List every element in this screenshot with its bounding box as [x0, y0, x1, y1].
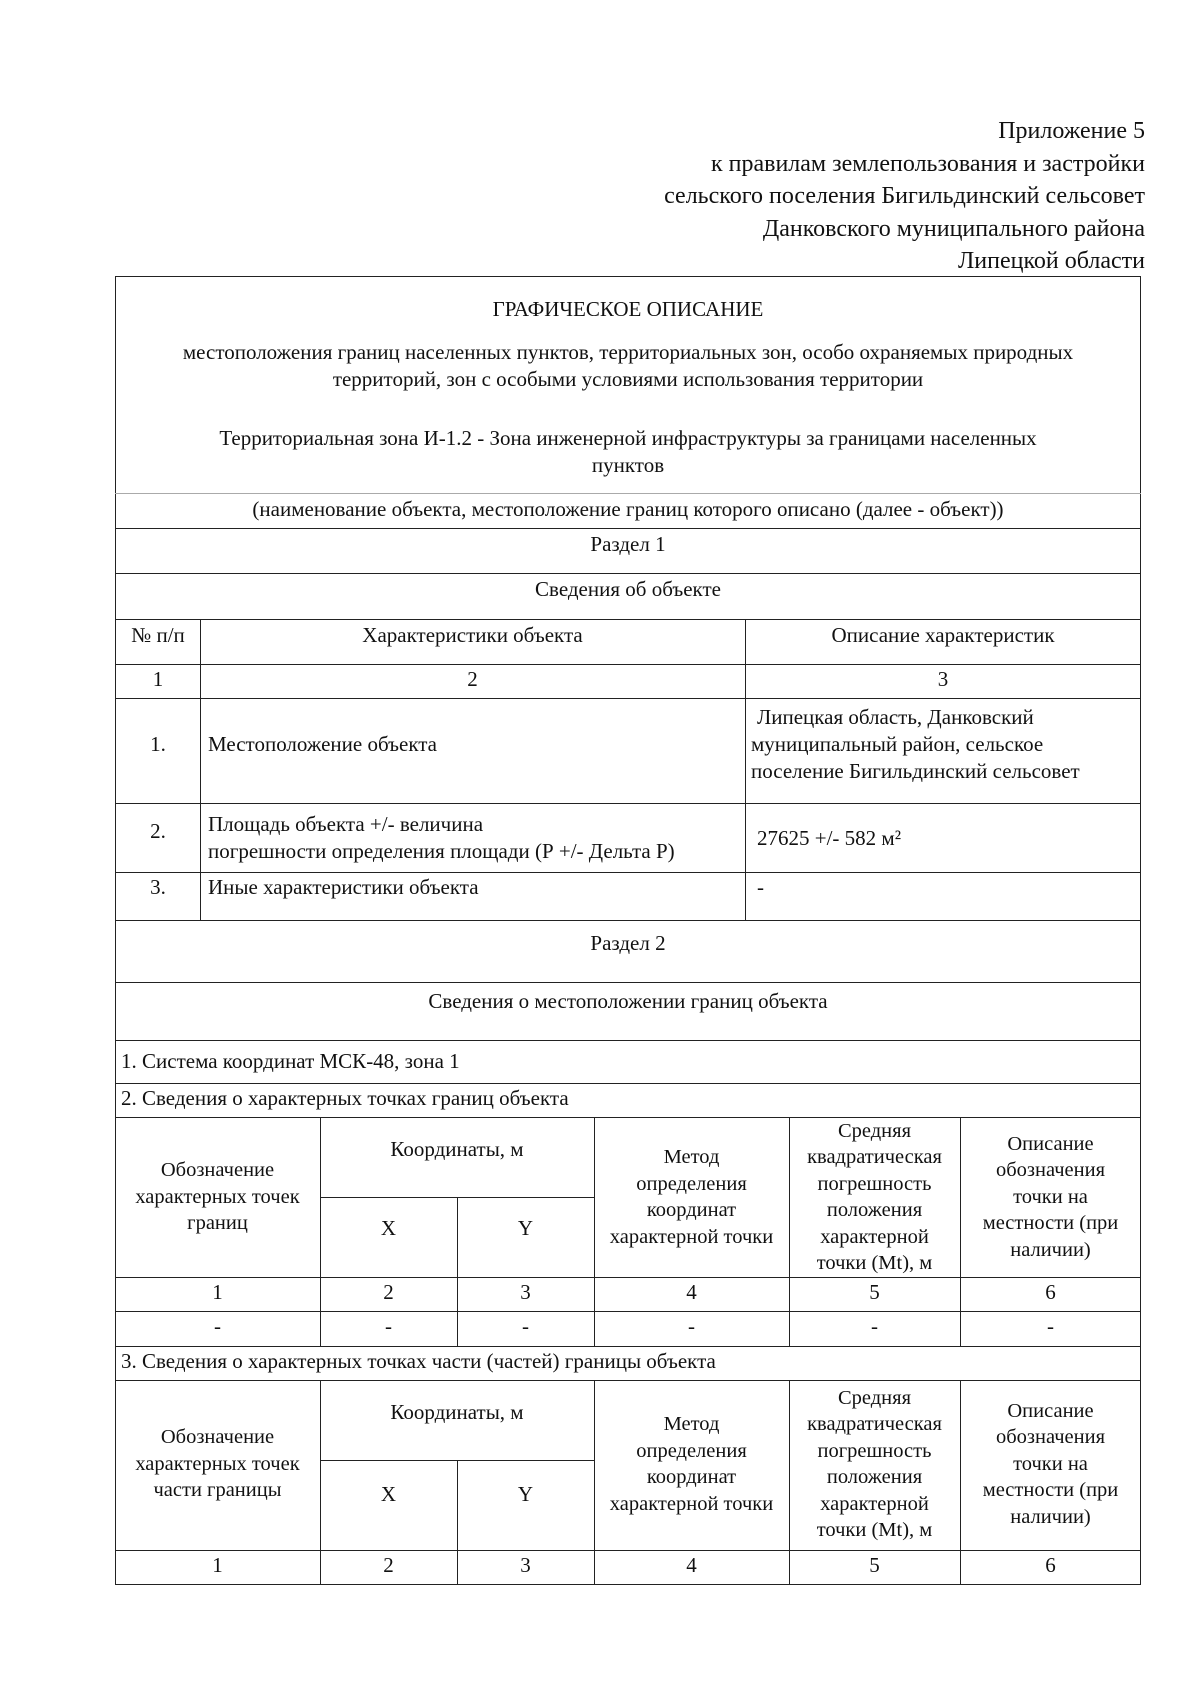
divider: [115, 493, 1141, 494]
table-cell: -: [688, 1314, 695, 1338]
divider: [115, 528, 1141, 529]
header-designation: Обозначение характерных точек границ: [135, 1159, 300, 1235]
divider: [115, 1083, 1141, 1084]
points-title: 2. Сведения о характерных точках границ объекта: [121, 1086, 569, 1110]
row-description-line: поселение Бигильдинский сельсовет: [751, 759, 1080, 783]
appendix-header: [445, 115, 1145, 278]
column-number: 3: [937, 667, 949, 691]
divider: [115, 920, 1141, 921]
table-cell: -: [1047, 1314, 1054, 1338]
column-number: 4: [686, 1553, 697, 1577]
column-number: 1: [212, 1553, 223, 1577]
divider: [115, 573, 1141, 574]
column-number: 2: [467, 667, 478, 691]
subtitle-line: территорий, зон с особыми условиями использования территории: [332, 367, 924, 391]
appendix-line: к правилам землепользования и застройки: [710, 150, 1145, 177]
divider: [115, 982, 1141, 983]
row-number: 2.: [150, 819, 166, 843]
row-characteristic-line: Площадь объекта +/- величина: [208, 812, 484, 836]
object-caption: (наименование объекта, местоположение границ которого описано (далее - объект)): [252, 497, 1004, 521]
column-number: 4: [686, 1280, 697, 1304]
appendix-line: Липецкой области: [958, 248, 1145, 274]
column-number: 3: [520, 1553, 531, 1577]
row-description-line: муниципальный район, сельское: [751, 732, 1044, 756]
divider: [115, 872, 1141, 873]
section2-subtitle: Сведения о местоположении границ объекта: [428, 989, 828, 1013]
column-number: 5: [869, 1280, 880, 1304]
header-point-description: Описание обозначения точки на местности (при наличии): [982, 1132, 1119, 1261]
table-cell: -: [522, 1314, 529, 1338]
header-y: Y: [517, 1482, 534, 1506]
header-method: Метод определения координат характерной точки: [609, 1413, 774, 1515]
row-description: -: [757, 875, 764, 899]
column-header-characteristic: Характеристики объекта: [362, 623, 583, 647]
header-x: X: [380, 1216, 397, 1240]
header-method: Метод определения координат характерной точки: [609, 1146, 774, 1248]
row-characteristic: Местоположение объекта: [208, 732, 438, 756]
table-cell: -: [214, 1314, 221, 1338]
part-points-title: 3. Сведения о характерных точках части (частей) границы объекта: [121, 1349, 716, 1373]
column-header-number: № п/п: [131, 623, 185, 647]
appendix-line: Данковского муниципального района: [762, 215, 1145, 242]
subtitle-line: местоположения границ населенных пунктов, территориальных зон, особо охраняемых природных: [182, 340, 1074, 364]
column-number: 2: [383, 1553, 394, 1577]
column-number: 1: [212, 1280, 223, 1304]
coordinate-system: 1. Система координат МСК-48, зона 1: [121, 1049, 460, 1073]
section1-title: Раздел 1: [590, 532, 666, 556]
column-number: 3: [520, 1280, 531, 1304]
divider: [115, 1550, 1141, 1551]
divider: [115, 1040, 1141, 1041]
section1-subtitle: Сведения об объекте: [535, 577, 721, 601]
row-number: 1.: [150, 732, 166, 756]
column-number: 6: [1045, 1280, 1056, 1304]
row-number: 3.: [150, 875, 166, 899]
divider: [115, 619, 1141, 620]
divider: [115, 803, 1141, 804]
column-number: 2: [383, 1280, 394, 1304]
divider: [115, 664, 1141, 665]
header-error: Средняя квадратическая погрешность положения характерной точки (Mt), м: [807, 1119, 942, 1274]
zone-name-line: Территориальная зона И-1.2 - Зона инженерной инфраструктуры за границами населенных: [219, 426, 1037, 450]
row-characteristic-line: погрешности определения площади (Р +/- Дельта Р): [208, 839, 675, 863]
row-description-line: Липецкая область, Данковский: [757, 705, 1034, 729]
column-number: 5: [869, 1553, 880, 1577]
divider: [115, 1346, 1141, 1347]
column-header-description: Описание характеристик: [831, 623, 1055, 647]
table-cell: -: [385, 1314, 392, 1338]
divider: [115, 698, 1141, 699]
header-error: Средняя квадратическая погрешность положения характерной точки (Mt), м: [807, 1386, 942, 1541]
appendix-line: сельского поселения Бигильдинский сельсовет: [664, 183, 1145, 209]
document-title: ГРАФИЧЕСКОЕ ОПИСАНИЕ: [492, 297, 764, 321]
appendix-line: Приложение 5: [998, 118, 1145, 144]
header-point-description: Описание обозначения точки на местности (при наличии): [982, 1399, 1119, 1528]
row-description: 27625 +/- 582 м²: [757, 826, 902, 850]
column-number: 6: [1045, 1553, 1056, 1577]
divider: [320, 1460, 594, 1461]
zone-name-line: пунктов: [591, 453, 665, 477]
header-part-designation: Обозначение характерных точек части границы: [135, 1426, 300, 1502]
section2-title: Раздел 2: [590, 931, 666, 955]
header-coordinates: Координаты, м: [390, 1137, 524, 1161]
row-characteristic: Иные характеристики объекта: [208, 875, 479, 899]
header-y: Y: [517, 1216, 534, 1240]
column-number: 1: [152, 667, 164, 691]
header-coordinates: Координаты, м: [390, 1400, 524, 1424]
divider: [320, 1197, 594, 1198]
table-cell: -: [871, 1314, 878, 1338]
divider: [115, 1277, 1141, 1278]
header-x: X: [380, 1482, 397, 1506]
divider: [115, 1311, 1141, 1312]
